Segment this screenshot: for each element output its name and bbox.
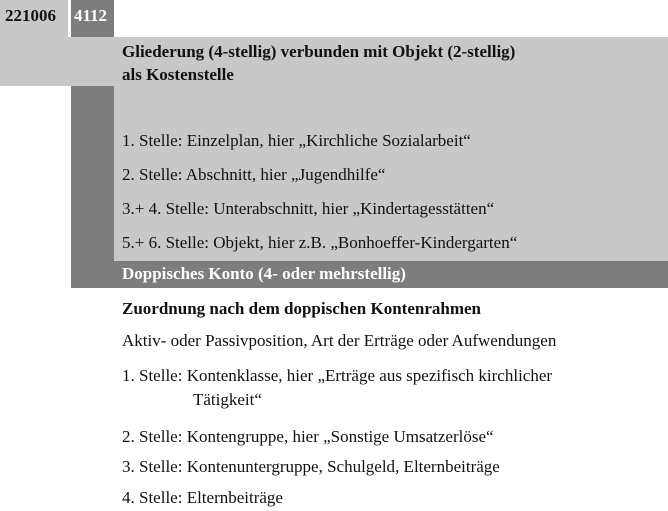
konto-intro: Aktiv- oder Passivposition, Art der Erträge oder Aufwendungen xyxy=(122,331,557,350)
gliederung-item-2: 2. Stelle: Abschnitt, hier „Jugendhilfe“ xyxy=(122,165,386,184)
gliederung-item-1: 1. Stelle: Einzelplan, hier „Kirchliche Sozialarbeit“ xyxy=(122,131,471,150)
code-box-primary xyxy=(0,0,68,37)
gliederung-heading xyxy=(122,40,652,86)
konto-item-3: 3. Stelle: Kontenuntergruppe, Schulgeld, Elternbeiträge xyxy=(122,457,500,476)
konto-item-1: 1. Stelle: Kontenklasse, hier „Erträge aus spezifisch kirchlicher xyxy=(122,366,553,385)
konto-subheading: Zuordnung nach dem doppischen Kontenrahmen xyxy=(122,299,481,318)
code-box-secondary xyxy=(71,0,114,37)
gliederung-item-4: 5.+ 6. Stelle: Objekt, hier z.B. „Bonhoeffer-Kindergarten“ xyxy=(122,233,518,252)
gliederung-item-3: 3.+ 4. Stelle: Unterabschnitt, hier „Kindertagesstätten“ xyxy=(122,199,495,218)
konto-item-1-continuation: Tätigkeit“ xyxy=(193,390,262,409)
gliederung-heading-line1: Gliederung (4-stellig) verbunden mit Objekt (2-stellig) xyxy=(122,42,516,61)
konto-item-2: 2. Stelle: Kontengruppe, hier „Sonstige Umsatzerlöse“ xyxy=(122,427,494,446)
konto-heading: Doppisches Konto (4- oder mehrstellig) xyxy=(122,264,406,283)
konto-item-4: 4. Stelle: Elternbeiträge xyxy=(122,488,283,507)
gliederung-heading-line2: als Kostenstelle xyxy=(122,65,234,84)
code-secondary: 4112 xyxy=(74,6,108,25)
code-primary: 221006 xyxy=(5,6,56,25)
gliederung-dark-column xyxy=(71,86,114,261)
